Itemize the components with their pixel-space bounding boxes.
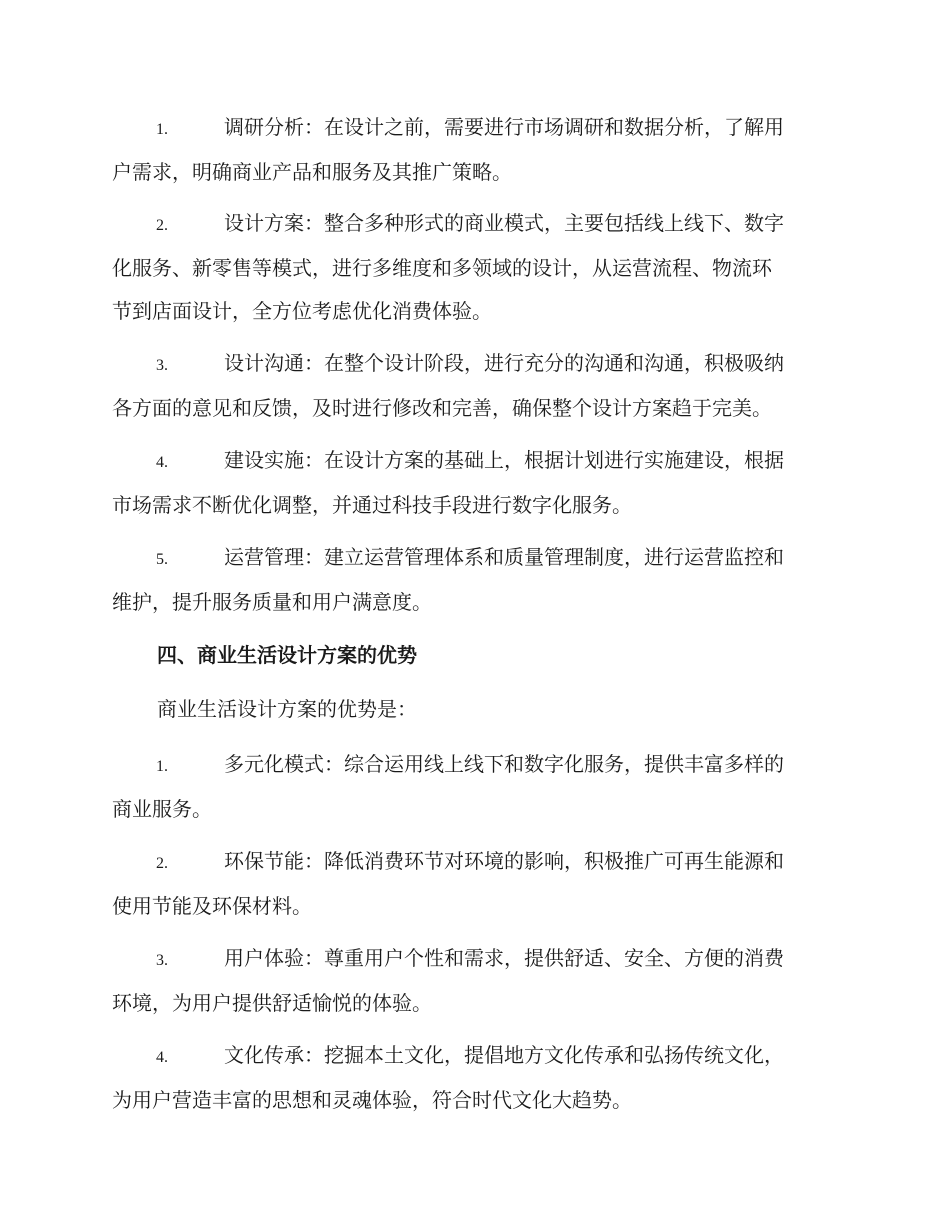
list-text-line: 文化传承：挖掘本土文化，提倡地方文化传承和弘扬传统文化， [224, 1043, 784, 1067]
list-text-line: 环保节能：降低消费环节对环境的影响，积极推广可再生能源和 [224, 849, 784, 873]
list-number: 3. [156, 952, 168, 969]
list-text-line: 建设实施：在设计方案的基础上，根据计划进行实施建设，根据 [224, 448, 784, 472]
list-text-line: 节到店面设计，全方位考虑优化消费体验。 [112, 299, 492, 323]
list-text-line: 设计沟通：在整个设计阶段，进行充分的沟通和沟通，积极吸纳 [224, 351, 784, 375]
list-number: 3. [156, 357, 168, 374]
list-item-design-step-2 [112, 202, 834, 333]
list-text-line: 运营管理：建立运营管理体系和质量管理制度，进行运营监控和 [224, 545, 784, 569]
list-number: 5. [156, 551, 168, 568]
list-item-advantage-3 [112, 937, 834, 1025]
list-text-line: 商业服务。 [112, 797, 212, 821]
section-heading: 四、商业生活设计方案的优势 [157, 643, 417, 667]
list-item-advantage-4 [112, 1034, 834, 1122]
list-number: 4. [156, 1049, 168, 1066]
list-text-line: 为用户营造丰富的思想和灵魂体验，符合时代文化大趋势。 [112, 1088, 632, 1112]
list-text-line: 设计方案：整合多种形式的商业模式，主要包括线上线下、数字 [224, 211, 784, 235]
list-text-line: 维护，提升服务质量和用户满意度。 [112, 590, 432, 614]
intro-paragraph: 商业生活设计方案的优势是： [157, 697, 417, 721]
list-item-design-step-3 [112, 342, 834, 430]
list-item-advantage-1 [112, 743, 834, 831]
list-number: 4. [156, 454, 168, 471]
list-item-advantage-2 [112, 840, 834, 928]
list-item-design-step-5 [112, 536, 834, 624]
list-text-line: 多元化模式：综合运用线上线下和数字化服务，提供丰富多样的 [224, 752, 784, 776]
list-text-line: 用户体验：尊重用户个性和需求，提供舒适、安全、方便的消费 [224, 946, 784, 970]
list-number: 1. [156, 121, 168, 138]
list-item-design-step-1 [112, 106, 834, 194]
list-text-line: 使用节能及环保材料。 [112, 894, 312, 918]
list-text-line: 各方面的意见和反馈，及时进行修改和完善，确保整个设计方案趋于完美。 [112, 396, 772, 420]
list-text-line: 市场需求不断优化调整，并通过科技手段进行数字化服务。 [112, 493, 632, 517]
list-text-line: 调研分析：在设计之前，需要进行市场调研和数据分析，了解用 [224, 115, 784, 139]
list-text-line: 环境，为用户提供舒适愉悦的体验。 [112, 991, 432, 1015]
list-number: 2. [156, 217, 168, 234]
list-number: 1. [156, 758, 168, 775]
list-text-line: 户需求，明确商业产品和服务及其推广策略。 [112, 160, 512, 184]
list-text-line: 化服务、新零售等模式，进行多维度和多领域的设计，从运营流程、物流环 [112, 256, 772, 280]
list-item-design-step-4 [112, 439, 834, 527]
list-number: 2. [156, 855, 168, 872]
